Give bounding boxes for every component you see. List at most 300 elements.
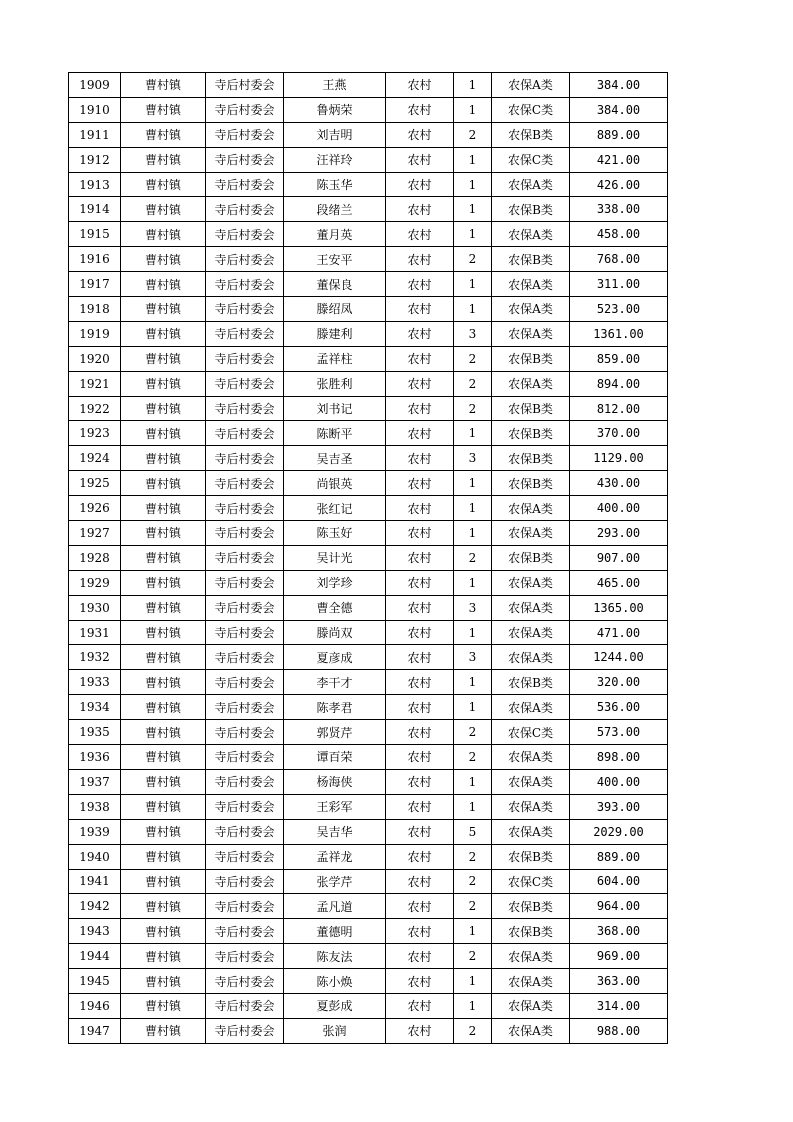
name-cell: 董德明 [284,919,386,944]
serial-number-cell: 1933 [69,670,121,695]
village-committee-cell: 寺后村委会 [206,794,284,819]
name-cell: 陈玉华 [284,172,386,197]
category-cell: 农保A类 [492,645,570,670]
category-cell: 农保A类 [492,73,570,98]
household-type-cell: 农村 [386,993,454,1018]
persons-count-cell: 2 [454,944,492,969]
household-type-cell: 农村 [386,371,454,396]
village-committee-cell: 寺后村委会 [206,869,284,894]
household-type-cell: 农村 [386,645,454,670]
village-committee-cell: 寺后村委会 [206,993,284,1018]
village-committee-cell: 寺后村委会 [206,73,284,98]
persons-count-cell: 3 [454,446,492,471]
town-cell: 曹村镇 [121,894,206,919]
persons-count-cell: 1 [454,272,492,297]
village-committee-cell: 寺后村委会 [206,122,284,147]
serial-number-cell: 1939 [69,819,121,844]
table-row [69,197,668,222]
persons-count-cell: 2 [454,844,492,869]
household-type-cell: 农村 [386,321,454,346]
amount-cell: 400.00 [570,496,668,521]
amount-cell: 393.00 [570,794,668,819]
serial-number-cell: 1931 [69,620,121,645]
household-type-cell: 农村 [386,1018,454,1043]
amount-cell: 465.00 [570,570,668,595]
serial-number-cell: 1934 [69,695,121,720]
persons-count-cell: 1 [454,993,492,1018]
category-cell: 农保B类 [492,421,570,446]
town-cell: 曹村镇 [121,97,206,122]
table-row [69,620,668,645]
town-cell: 曹村镇 [121,421,206,446]
serial-number-cell: 1924 [69,446,121,471]
table-row [69,1018,668,1043]
serial-number-cell: 1944 [69,944,121,969]
village-committee-cell: 寺后村委会 [206,620,284,645]
amount-cell: 889.00 [570,844,668,869]
household-type-cell: 农村 [386,122,454,147]
category-cell: 农保A类 [492,570,570,595]
name-cell: 董保良 [284,272,386,297]
serial-number-cell: 1916 [69,247,121,272]
serial-number-cell: 1911 [69,122,121,147]
category-cell: 农保C类 [492,720,570,745]
name-cell: 张胜利 [284,371,386,396]
table-row [69,720,668,745]
name-cell: 李干才 [284,670,386,695]
category-cell: 农保A类 [492,297,570,322]
town-cell: 曹村镇 [121,745,206,770]
village-committee-cell: 寺后村委会 [206,595,284,620]
amount-cell: 536.00 [570,695,668,720]
household-type-cell: 农村 [386,869,454,894]
name-cell: 张润 [284,1018,386,1043]
category-cell: 农保A类 [492,496,570,521]
table-row [69,794,668,819]
name-cell: 陈友法 [284,944,386,969]
name-cell: 滕建利 [284,321,386,346]
category-cell: 农保A类 [492,794,570,819]
name-cell: 刘吉明 [284,122,386,147]
table-row [69,122,668,147]
name-cell: 陈断平 [284,421,386,446]
table-row [69,869,668,894]
town-cell: 曹村镇 [121,471,206,496]
amount-cell: 969.00 [570,944,668,969]
town-cell: 曹村镇 [121,869,206,894]
village-committee-cell: 寺后村委会 [206,769,284,794]
name-cell: 董月英 [284,222,386,247]
persons-count-cell: 1 [454,769,492,794]
household-type-cell: 农村 [386,147,454,172]
persons-count-cell: 2 [454,894,492,919]
town-cell: 曹村镇 [121,720,206,745]
serial-number-cell: 1917 [69,272,121,297]
name-cell: 王安平 [284,247,386,272]
village-committee-cell: 寺后村委会 [206,844,284,869]
amount-cell: 471.00 [570,620,668,645]
serial-number-cell: 1937 [69,769,121,794]
household-type-cell: 农村 [386,720,454,745]
household-type-cell: 农村 [386,620,454,645]
persons-count-cell: 1 [454,147,492,172]
persons-count-cell: 1 [454,496,492,521]
village-committee-cell: 寺后村委会 [206,446,284,471]
category-cell: 农保A类 [492,695,570,720]
serial-number-cell: 1919 [69,321,121,346]
village-committee-cell: 寺后村委会 [206,545,284,570]
village-committee-cell: 寺后村委会 [206,745,284,770]
table-row [69,73,668,98]
amount-cell: 293.00 [570,521,668,546]
category-cell: 农保A类 [492,620,570,645]
name-cell: 吴计光 [284,545,386,570]
village-committee-cell: 寺后村委会 [206,570,284,595]
serial-number-cell: 1910 [69,97,121,122]
town-cell: 曹村镇 [121,595,206,620]
household-type-cell: 农村 [386,545,454,570]
name-cell: 孟祥柱 [284,346,386,371]
table-row [69,471,668,496]
household-type-cell: 农村 [386,496,454,521]
table-row [69,521,668,546]
household-type-cell: 农村 [386,695,454,720]
village-committee-cell: 寺后村委会 [206,1018,284,1043]
town-cell: 曹村镇 [121,247,206,272]
serial-number-cell: 1927 [69,521,121,546]
household-type-cell: 农村 [386,969,454,994]
table-row [69,321,668,346]
name-cell: 王彩军 [284,794,386,819]
household-type-cell: 农村 [386,247,454,272]
town-cell: 曹村镇 [121,147,206,172]
category-cell: 农保A类 [492,1018,570,1043]
table-row [69,993,668,1018]
table-row [69,346,668,371]
amount-cell: 1361.00 [570,321,668,346]
persons-count-cell: 2 [454,1018,492,1043]
serial-number-cell: 1926 [69,496,121,521]
village-committee-cell: 寺后村委会 [206,396,284,421]
amount-cell: 812.00 [570,396,668,421]
village-committee-cell: 寺后村委会 [206,720,284,745]
village-committee-cell: 寺后村委会 [206,819,284,844]
name-cell: 陈孝君 [284,695,386,720]
name-cell: 曹全德 [284,595,386,620]
persons-count-cell: 1 [454,620,492,645]
town-cell: 曹村镇 [121,570,206,595]
category-cell: 农保A类 [492,521,570,546]
name-cell: 刘学珍 [284,570,386,595]
name-cell: 夏彭成 [284,993,386,1018]
household-type-cell: 农村 [386,570,454,595]
category-cell: 农保C类 [492,869,570,894]
table-row [69,844,668,869]
amount-cell: 421.00 [570,147,668,172]
serial-number-cell: 1918 [69,297,121,322]
table-row [69,222,668,247]
amount-cell: 889.00 [570,122,668,147]
table-row [69,97,668,122]
persons-count-cell: 3 [454,595,492,620]
village-committee-cell: 寺后村委会 [206,197,284,222]
persons-count-cell: 1 [454,222,492,247]
table-row [69,272,668,297]
town-cell: 曹村镇 [121,446,206,471]
serial-number-cell: 1915 [69,222,121,247]
town-cell: 曹村镇 [121,794,206,819]
table-row [69,769,668,794]
table-row [69,894,668,919]
town-cell: 曹村镇 [121,844,206,869]
category-cell: 农保B类 [492,545,570,570]
amount-cell: 320.00 [570,670,668,695]
amount-cell: 523.00 [570,297,668,322]
amount-cell: 311.00 [570,272,668,297]
category-cell: 农保A类 [492,819,570,844]
category-cell: 农保A类 [492,371,570,396]
household-type-cell: 农村 [386,421,454,446]
persons-count-cell: 2 [454,720,492,745]
category-cell: 农保A类 [492,272,570,297]
amount-cell: 1129.00 [570,446,668,471]
village-committee-cell: 寺后村委会 [206,97,284,122]
household-type-cell: 农村 [386,346,454,371]
category-cell: 农保B类 [492,247,570,272]
household-type-cell: 农村 [386,396,454,421]
name-cell: 郭贤芹 [284,720,386,745]
category-cell: 农保B类 [492,670,570,695]
town-cell: 曹村镇 [121,545,206,570]
amount-cell: 314.00 [570,993,668,1018]
household-type-cell: 农村 [386,272,454,297]
table-row [69,670,668,695]
category-cell: 农保A类 [492,969,570,994]
household-type-cell: 农村 [386,595,454,620]
name-cell: 谭百荣 [284,745,386,770]
table-row [69,695,668,720]
table-row [69,570,668,595]
amount-cell: 363.00 [570,969,668,994]
town-cell: 曹村镇 [121,620,206,645]
persons-count-cell: 2 [454,371,492,396]
household-type-cell: 农村 [386,844,454,869]
village-committee-cell: 寺后村委会 [206,371,284,396]
amount-cell: 898.00 [570,745,668,770]
household-type-cell: 农村 [386,297,454,322]
household-type-cell: 农村 [386,197,454,222]
category-cell: 农保A类 [492,321,570,346]
name-cell: 尚银英 [284,471,386,496]
table-row [69,645,668,670]
name-cell: 吴吉圣 [284,446,386,471]
village-committee-cell: 寺后村委会 [206,421,284,446]
category-cell: 农保B类 [492,471,570,496]
category-cell: 农保B类 [492,122,570,147]
serial-number-cell: 1930 [69,595,121,620]
town-cell: 曹村镇 [121,371,206,396]
persons-count-cell: 1 [454,197,492,222]
table-row [69,545,668,570]
village-committee-cell: 寺后村委会 [206,496,284,521]
household-type-cell: 农村 [386,222,454,247]
amount-cell: 907.00 [570,545,668,570]
persons-count-cell: 2 [454,346,492,371]
category-cell: 农保B类 [492,197,570,222]
name-cell: 张红记 [284,496,386,521]
table-body [69,73,668,1044]
household-type-cell: 农村 [386,769,454,794]
serial-number-cell: 1912 [69,147,121,172]
persons-count-cell: 5 [454,819,492,844]
town-cell: 曹村镇 [121,944,206,969]
persons-count-cell: 1 [454,969,492,994]
town-cell: 曹村镇 [121,670,206,695]
amount-cell: 458.00 [570,222,668,247]
table-row [69,969,668,994]
name-cell: 张学芹 [284,869,386,894]
village-committee-cell: 寺后村委会 [206,272,284,297]
name-cell: 滕尚双 [284,620,386,645]
village-committee-cell: 寺后村委会 [206,346,284,371]
persons-count-cell: 1 [454,172,492,197]
village-committee-cell: 寺后村委会 [206,919,284,944]
table-row [69,421,668,446]
amount-cell: 430.00 [570,471,668,496]
household-type-cell: 农村 [386,97,454,122]
serial-number-cell: 1943 [69,919,121,944]
serial-number-cell: 1921 [69,371,121,396]
persons-count-cell: 1 [454,421,492,446]
name-cell: 汪祥玲 [284,147,386,172]
household-type-cell: 农村 [386,745,454,770]
town-cell: 曹村镇 [121,321,206,346]
village-committee-cell: 寺后村委会 [206,695,284,720]
name-cell: 鲁炳荣 [284,97,386,122]
name-cell: 刘书记 [284,396,386,421]
amount-cell: 1244.00 [570,645,668,670]
town-cell: 曹村镇 [121,197,206,222]
serial-number-cell: 1940 [69,844,121,869]
name-cell: 吴吉华 [284,819,386,844]
village-committee-cell: 寺后村委会 [206,147,284,172]
category-cell: 农保B类 [492,346,570,371]
household-type-cell: 农村 [386,944,454,969]
table-row [69,944,668,969]
persons-count-cell: 2 [454,745,492,770]
persons-count-cell: 2 [454,545,492,570]
household-type-cell: 农村 [386,172,454,197]
persons-count-cell: 1 [454,794,492,819]
category-cell: 农保A类 [492,745,570,770]
household-type-cell: 农村 [386,446,454,471]
category-cell: 农保A类 [492,944,570,969]
amount-cell: 368.00 [570,919,668,944]
village-committee-cell: 寺后村委会 [206,944,284,969]
town-cell: 曹村镇 [121,993,206,1018]
name-cell: 孟凡道 [284,894,386,919]
serial-number-cell: 1929 [69,570,121,595]
village-committee-cell: 寺后村委会 [206,894,284,919]
amount-cell: 768.00 [570,247,668,272]
serial-number-cell: 1925 [69,471,121,496]
town-cell: 曹村镇 [121,122,206,147]
name-cell: 段绪兰 [284,197,386,222]
category-cell: 农保B类 [492,894,570,919]
amount-cell: 370.00 [570,421,668,446]
amount-cell: 338.00 [570,197,668,222]
persons-count-cell: 1 [454,471,492,496]
serial-number-cell: 1936 [69,745,121,770]
persons-count-cell: 3 [454,645,492,670]
name-cell: 杨海侠 [284,769,386,794]
persons-count-cell: 1 [454,297,492,322]
town-cell: 曹村镇 [121,969,206,994]
town-cell: 曹村镇 [121,346,206,371]
town-cell: 曹村镇 [121,819,206,844]
amount-cell: 573.00 [570,720,668,745]
amount-cell: 426.00 [570,172,668,197]
table-row [69,819,668,844]
name-cell: 滕绍凤 [284,297,386,322]
town-cell: 曹村镇 [121,496,206,521]
relief-roster-table [68,72,668,1044]
name-cell: 孟祥龙 [284,844,386,869]
category-cell: 农保A类 [492,222,570,247]
village-committee-cell: 寺后村委会 [206,521,284,546]
table-row [69,919,668,944]
category-cell: 农保A类 [492,172,570,197]
persons-count-cell: 2 [454,247,492,272]
table-row [69,172,668,197]
persons-count-cell: 1 [454,73,492,98]
persons-count-cell: 1 [454,570,492,595]
table-row [69,396,668,421]
household-type-cell: 农村 [386,894,454,919]
category-cell: 农保A类 [492,595,570,620]
serial-number-cell: 1914 [69,197,121,222]
serial-number-cell: 1928 [69,545,121,570]
category-cell: 农保B类 [492,396,570,421]
town-cell: 曹村镇 [121,222,206,247]
household-type-cell: 农村 [386,471,454,496]
table-row [69,446,668,471]
amount-cell: 859.00 [570,346,668,371]
village-committee-cell: 寺后村委会 [206,645,284,670]
category-cell: 农保C类 [492,147,570,172]
table-row [69,371,668,396]
town-cell: 曹村镇 [121,297,206,322]
town-cell: 曹村镇 [121,919,206,944]
town-cell: 曹村镇 [121,769,206,794]
village-committee-cell: 寺后村委会 [206,670,284,695]
table-row [69,297,668,322]
household-type-cell: 农村 [386,819,454,844]
serial-number-cell: 1947 [69,1018,121,1043]
table-row [69,147,668,172]
household-type-cell: 农村 [386,919,454,944]
village-committee-cell: 寺后村委会 [206,969,284,994]
town-cell: 曹村镇 [121,172,206,197]
category-cell: 农保B类 [492,446,570,471]
table-row [69,247,668,272]
persons-count-cell: 2 [454,396,492,421]
village-committee-cell: 寺后村委会 [206,222,284,247]
town-cell: 曹村镇 [121,645,206,670]
town-cell: 曹村镇 [121,695,206,720]
persons-count-cell: 1 [454,521,492,546]
persons-count-cell: 1 [454,97,492,122]
